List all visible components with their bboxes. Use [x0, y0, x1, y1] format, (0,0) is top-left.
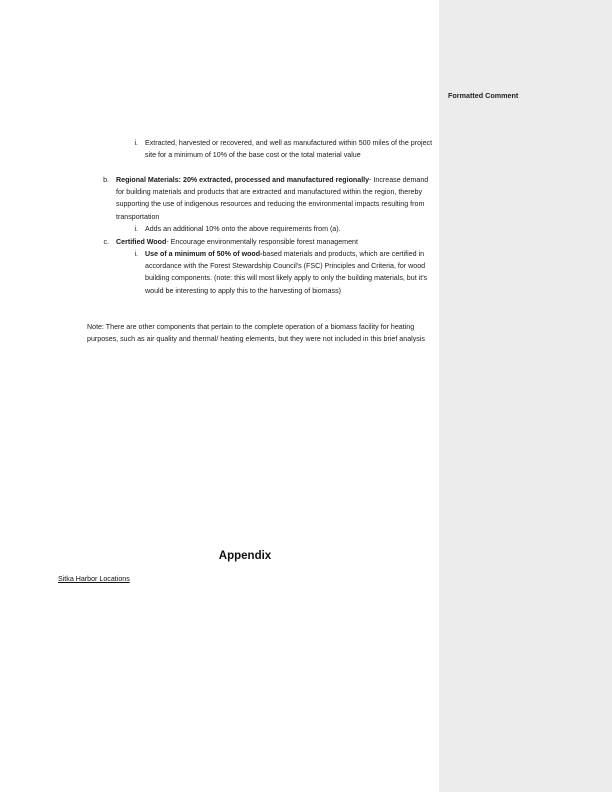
list-item-c-i — [145, 248, 433, 297]
list-item-c-i-heading: Use of a minimum of 50% of wood- — [145, 250, 263, 258]
note-paragraph: Note: There are other components that pertain to the complete operation of a biomass facility for heating purposes, such as air quality and thermal/ heating elements, but they were not included in this brief analysis — [87, 323, 425, 344]
list-marker-b: b. — [103, 176, 109, 184]
list-item-b-i-text: Adds an additional 10% onto the above requirements from (a). — [145, 225, 341, 233]
comment-pane — [439, 0, 612, 792]
list-item-b-heading: Regional Materials: 20% extracted, processed and manufactured regionally — [116, 176, 370, 184]
list-item-c — [116, 236, 434, 248]
list-item-c-text: - Encourage environmentally responsible forest management — [166, 238, 358, 246]
appendix-heading: Appendix — [218, 550, 272, 562]
sitka-harbor-locations-link[interactable]: Sitka Harbor Locations — [58, 575, 130, 583]
list-item-a-i — [145, 137, 433, 161]
list-marker-a-i: i. — [134, 139, 138, 147]
list-marker-c-i: i. — [134, 250, 138, 258]
list-marker-b-i: i. — [134, 225, 138, 233]
list-item-a-i-text: Extracted, harvested or recovered, and well as manufactured within 500 miles of the project site for a minimum of 10% of the base cost or the total material value — [145, 139, 433, 160]
list-item-b — [116, 174, 434, 223]
list-item-b-i — [145, 223, 433, 235]
comment-pane-title: Formatted Comment — [448, 91, 519, 100]
list-marker-c: c. — [103, 238, 109, 246]
list-item-c-heading: Certified Wood — [116, 238, 167, 246]
list-item-c-i-text: based materials and products, which are certified in accordance with the Forest Stewardship Council's (FSC) Principles and Criteria, for wood building components. (note: this will most likely apply to only the building materials, but it's would be interesting to apply this to the harvesting of biomass) — [145, 250, 428, 295]
list-item-b-text: - Increase demand for building materials and products that are extracted and manufactured within the region, thereby supporting the use of indigenous resources and reducing the environmental impacts resulting from transportation — [116, 176, 429, 221]
